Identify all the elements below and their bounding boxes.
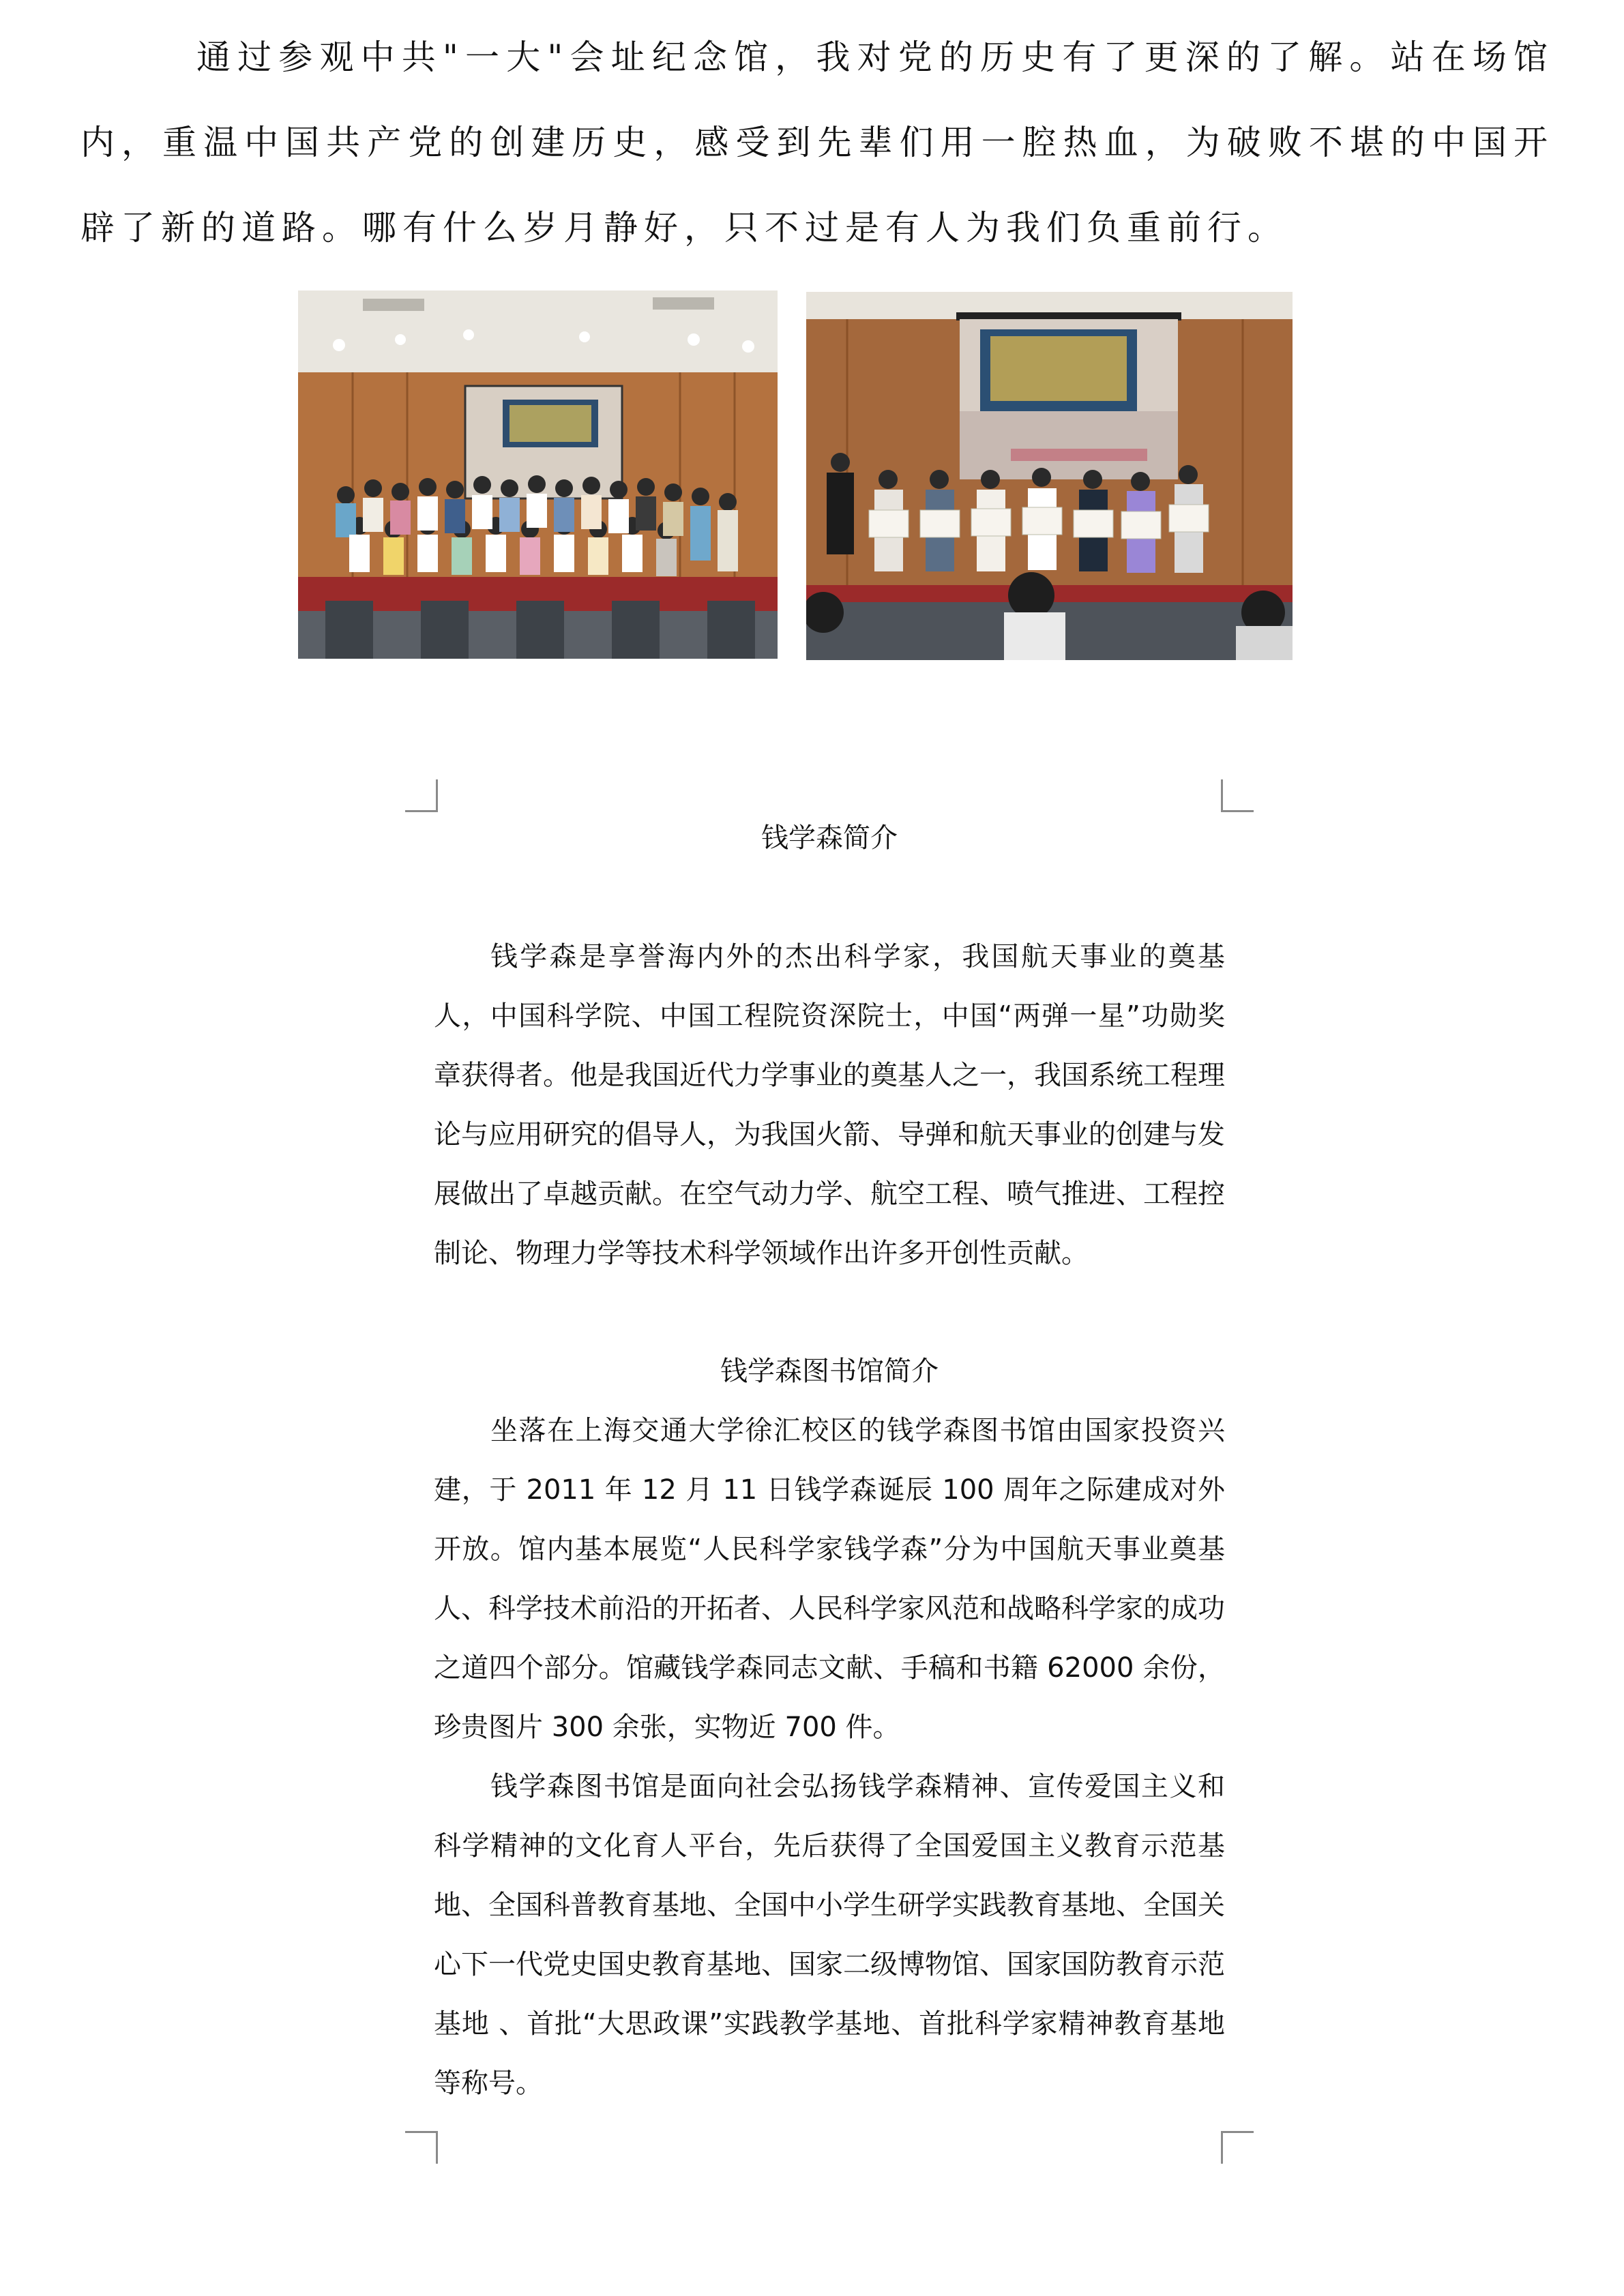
- section2-body: [434, 1401, 1225, 2113]
- certificate-ceremony-photo: [806, 292, 1293, 660]
- intro-paragraph: 通过参观中共"一大"会址纪念馆，我对党的历史有了更深的了解。站在场馆内，重温中国共产党的创建历史，感受到先辈们用一腔热血，为破败不堪的中国开辟了新的道路。哪有什么岁月静好，只不过是有人为我们负重前行。: [80, 38, 1554, 248]
- margin-corner-top-left: [405, 779, 438, 812]
- section2-header: [434, 1342, 1225, 1401]
- section1-paragraph: 钱学森是享誉海内外的杰出科学家，我国航天事业的奠基人，中国科学院、中国工程院资深院士，中国“两弹一星”功勋奖章获得者。他是我国近代力学事业的奠基人之一，我国系统工程理论与应用研究的倡导人，为我国火箭、导弹和航天事业的创建与发展做出了卓越贡献。在空气动力学、航空工程、喷气推进、工程控制论、物理力学等技术科学领域作出许多开创性贡献。: [434, 941, 1225, 1269]
- section2-paragraph-1: 坐落在上海交通大学徐汇校区的钱学森图书馆由国家投资兴建，于 2011 年 12 月 11 日钱学森诞辰 100 周年之际建成对外开放。馆内基本展览“人民科学家钱学森”分为中国航天事业奠基人、科学技术前沿的开拓者、人民科学家风范和战略科学家的成功之道四个部分。馆藏钱学森同志文献、手稿和书籍 62000 余份，珍贵图片 300 余张，实物近 700 件。: [434, 1415, 1225, 1743]
- section2-title: 钱学森图书馆简介: [720, 1356, 939, 1387]
- group-photo: [298, 290, 778, 659]
- margin-corner-bottom-right: [1221, 2131, 1254, 2164]
- section1-header: [434, 809, 1225, 868]
- section2-paragraph-2: 钱学森图书馆是面向社会弘扬钱学森精神、宣传爱国主义和科学精神的文化育人平台，先后获得了全国爱国主义教育示范基地、全国科普教育基地、全国中小学生研学实践教育基地、全国关心下一代党史国史教育基地、国家二级博物馆、国家国防教育示范基地 、首批“大思政课”实践教学基地、首批科学家精神教育基地等称号。: [434, 1771, 1225, 2099]
- margin-corner-top-right: [1221, 779, 1254, 812]
- margin-corner-bottom-left: [405, 2131, 438, 2164]
- intro-text: [80, 15, 1554, 271]
- section1-title: 钱学森简介: [761, 822, 898, 854]
- section1-body: [434, 927, 1225, 1283]
